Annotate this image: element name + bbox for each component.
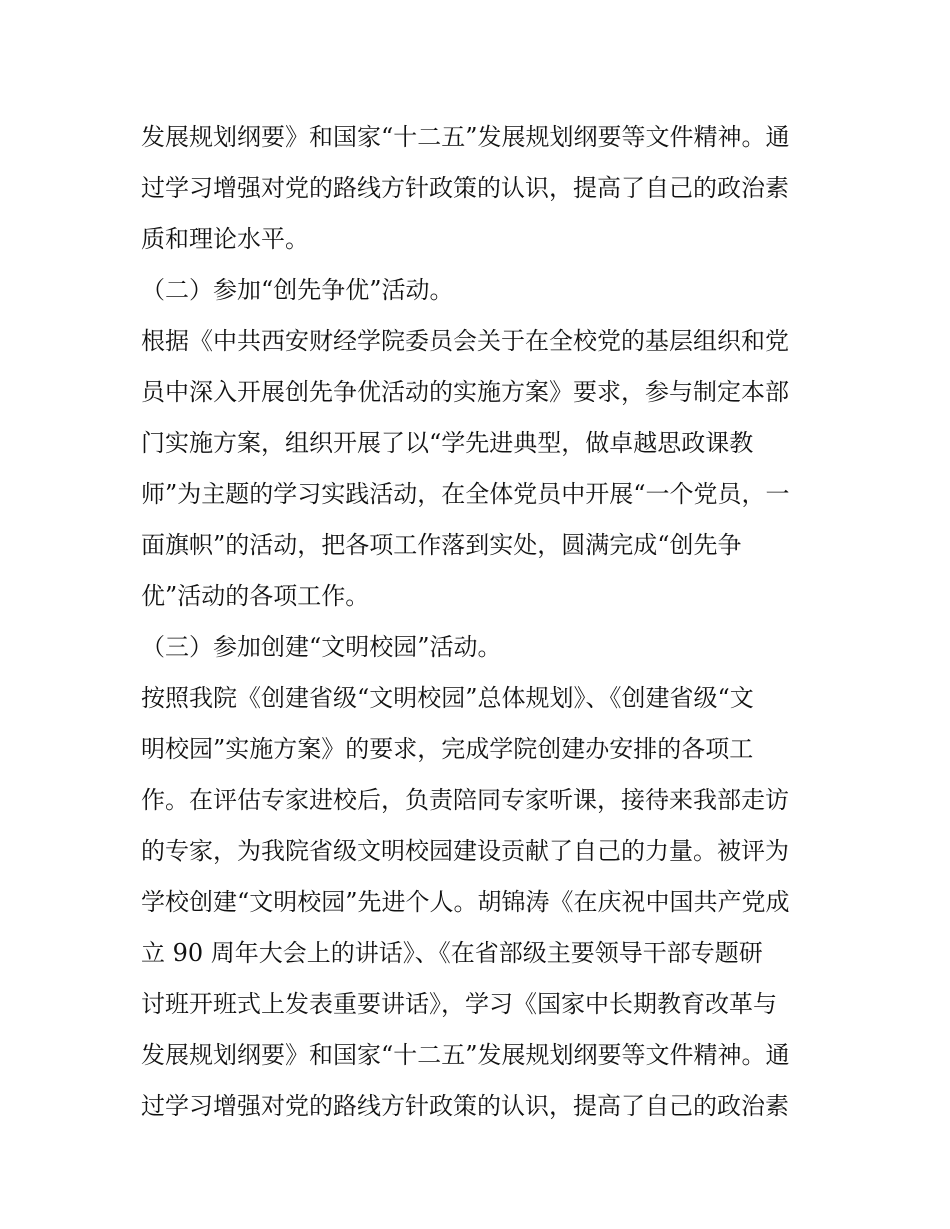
- text-line: 过学习增强对党的路线方针政策的认识，提高了自己的政治素: [141, 174, 789, 202]
- text-line: 优”活动的各项工作。: [141, 582, 370, 610]
- text-line: 发展规划纲要》和国家“十二五”发展规划纲要等文件精神。通: [141, 1041, 790, 1069]
- text-line: 的专家，为我院省级文明校园建设贡献了自己的力量。被评为: [141, 837, 789, 865]
- text-line: 根据《中共西安财经学院委员会关于在全校党的基层组织和党: [141, 327, 789, 355]
- text-line: 按照我院《创建省级“文明校园”总体规划》、《创建省级“文: [141, 684, 754, 712]
- document-body: [141, 112, 831, 1132]
- text-line: 门实施方案，组织开展了以“学先进典型，做卓越思政课教: [141, 429, 754, 457]
- section-heading: （三）参加创建“文明校园”活动。: [141, 633, 502, 661]
- text-line: 发展规划纲要》和国家“十二五”发展规划纲要等文件精神。通: [141, 123, 790, 151]
- text-line: 质和理论水平。: [141, 225, 309, 253]
- text-line: 明校园”实施方案》的要求，完成学院创建办安排的各项工: [141, 735, 754, 763]
- text-line: 面旗帜”的活动，把各项工作落到实处，圆满完成“创先争: [141, 531, 742, 559]
- text-line: 作。在评估专家进校后，负责陪同专家听课，接待来我部走访: [141, 786, 789, 814]
- text-line: 讨班开班式上发表重要讲话》，学习《国家中长期教育改革与: [141, 990, 777, 1018]
- section-heading: （二）参加“创先争优”活动。: [141, 276, 454, 304]
- text-line: 立 90 周年大会上的讲话》、《在省部级主要领导干部专题研: [141, 939, 763, 967]
- text-line: 学校创建“文明校园”先进个人。胡锦涛《在庆祝中国共产党成: [141, 888, 790, 916]
- text-line: 师”为主题的学习实践活动，在全体党员中开展“一个党员，一: [141, 480, 790, 508]
- text-line: 过学习增强对党的路线方针政策的认识，提高了自己的政治素: [141, 1092, 789, 1120]
- text-line: 员中深入开展创先争优活动的实施方案》要求，参与制定本部: [141, 378, 789, 406]
